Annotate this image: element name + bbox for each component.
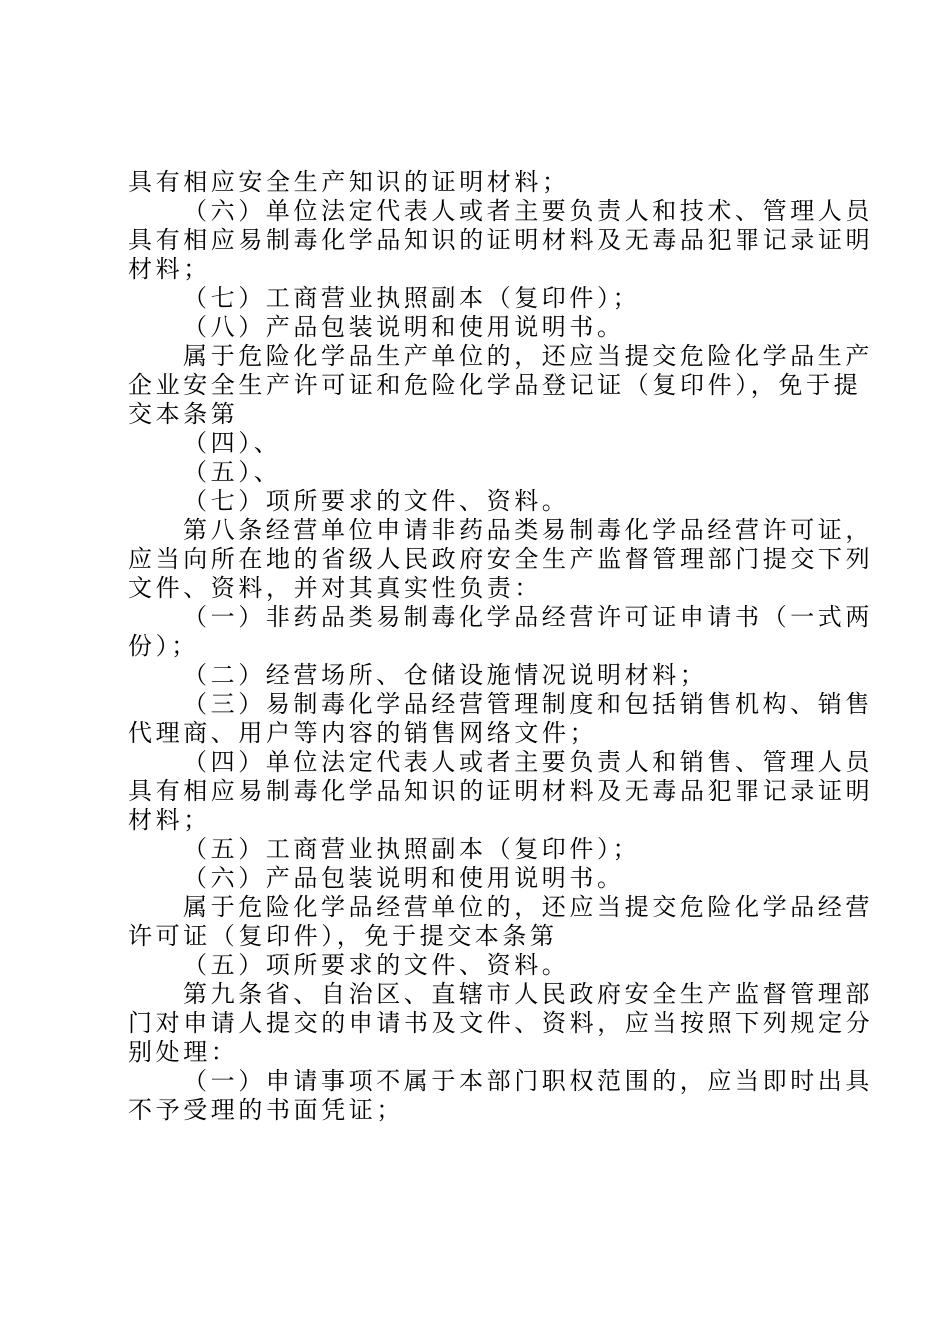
document-line: 许可证（复印件），免于提交本条第 bbox=[128, 922, 558, 950]
document-line: （五）、 bbox=[183, 458, 282, 486]
document-line: 份）； bbox=[128, 632, 199, 660]
document-line: （二）经营场所、仓储设施情况说明材料； bbox=[183, 661, 708, 689]
document-line: 企业安全生产许可证和危险化学品登记证（复印件），免于提 bbox=[128, 371, 862, 399]
document-line: 具有相应易制毒化学品知识的证明材料及无毒品犯罪记录证明 bbox=[128, 226, 874, 254]
document-line: 不予受理的书面凭证； bbox=[128, 1096, 404, 1124]
document-line: 属于危险化学品经营单位的，还应当提交危险化学品经营 bbox=[183, 893, 873, 921]
document-line: 第八条经营单位申请非药品类易制毒化学品经营许可证， bbox=[183, 516, 873, 544]
document-line: （七）工商营业执照副本（复印件）； bbox=[183, 284, 641, 312]
document-line: （四）单位法定代表人或者主要负责人和销售、管理人员 bbox=[183, 748, 873, 776]
document-line: 第九条省、自治区、直辖市人民政府安全生产监督管理部 bbox=[183, 980, 873, 1008]
document-line: 交本条第 bbox=[128, 400, 239, 428]
document-line: 材料； bbox=[128, 255, 211, 283]
document-line: 别处理： bbox=[128, 1038, 239, 1066]
document-line: 门对申请人提交的申请书及文件、资料，应当按照下列规定分 bbox=[128, 1009, 874, 1037]
document-line: 属于危险化学品生产单位的，还应当提交危险化学品生产 bbox=[183, 342, 873, 370]
document-line: （六）产品包装说明和使用说明书。 bbox=[183, 864, 625, 892]
document-line: 文件、资料，并对其真实性负责： bbox=[128, 574, 542, 602]
document-line: （一）申请事项不属于本部门职权范围的，应当即时出具 bbox=[183, 1067, 873, 1095]
document-line: （一）非药品类易制毒化学品经营许可证申请书（一式两 bbox=[183, 603, 873, 631]
document-line: 代理商、用户等内容的销售网络文件； bbox=[128, 719, 598, 747]
document-line: （五）项所要求的文件、资料。 bbox=[183, 951, 570, 979]
document-line: 具有相应易制毒化学品知识的证明材料及无毒品犯罪记录证明 bbox=[128, 777, 874, 805]
document-line: （六）单位法定代表人或者主要负责人和技术、管理人员 bbox=[183, 197, 873, 225]
document-line: 材料； bbox=[128, 806, 211, 834]
document-line: （四）、 bbox=[183, 429, 282, 457]
document-line: （三）易制毒化学品经营管理制度和包括销售机构、销售 bbox=[183, 690, 873, 718]
document-line: （八）产品包装说明和使用说明书。 bbox=[183, 313, 625, 341]
document-line: （五）工商营业执照副本（复印件）； bbox=[183, 835, 641, 863]
document-line: 应当向所在地的省级人民政府安全生产监督管理部门提交下列 bbox=[128, 545, 874, 573]
document-line: （七）项所要求的文件、资料。 bbox=[183, 487, 570, 515]
document-body bbox=[128, 168, 874, 1125]
document-line: 具有相应安全生产知识的证明材料； bbox=[128, 168, 570, 196]
